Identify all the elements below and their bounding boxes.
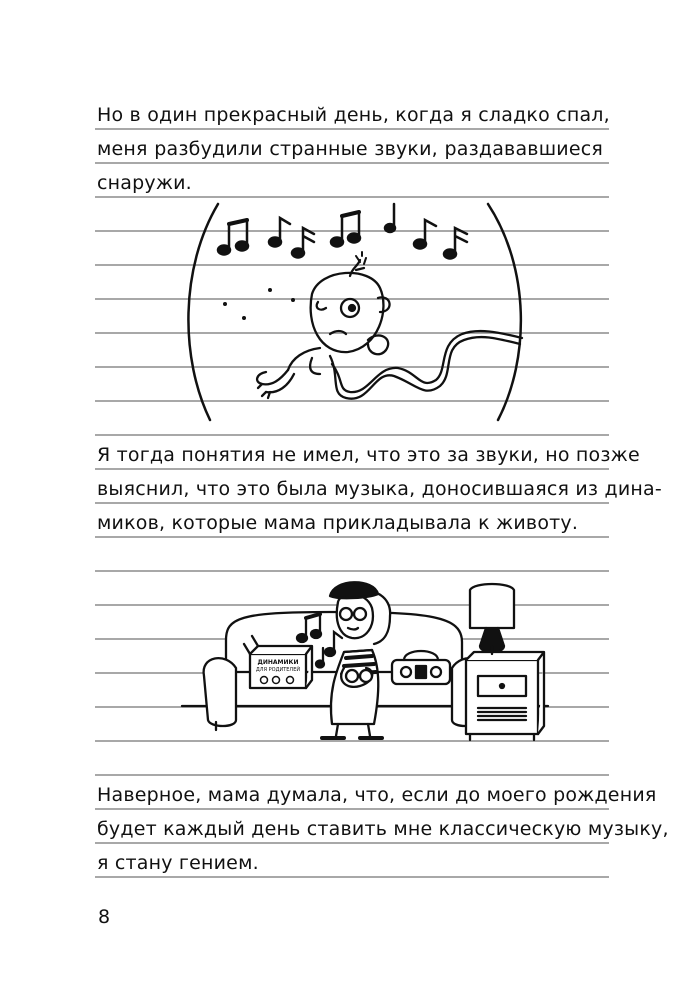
rule-line [95, 808, 609, 810]
speaker-box-label-line-2: ДЛЯ РОДИТЕЛЕЙ [255, 667, 301, 673]
rule-line [95, 434, 609, 436]
paragraph-1-line-3: снаружи. [97, 172, 192, 194]
paragraph-2-line-1: Я тогда понятия не имел, что это за звуки, но позже [97, 444, 640, 466]
baby-figure [257, 260, 522, 399]
womb-baby-illustration [180, 198, 530, 428]
rule-line [95, 162, 609, 164]
paragraph-1-line-1: Но в один прекрасный день, когда я сладко спал, [97, 104, 610, 126]
paragraph-3-line-3: я стану гением. [97, 852, 259, 874]
paragraph-3-line-2: будет каждый день ставить мне классическую музыку, [97, 818, 669, 840]
speaker-box-label-line-1: ДИНАМИКИ [257, 659, 299, 666]
rule-line [95, 502, 609, 504]
paragraph-3-line-1: Наверное, мама думала, что, если до моего рождения [97, 784, 657, 806]
rule-line [95, 468, 609, 470]
page-number: 8 [98, 906, 111, 928]
music-notes-icon [218, 204, 467, 259]
rule-line [95, 842, 609, 844]
rule-line [95, 536, 609, 538]
paragraph-1-line-2: меня разбудили странные звуки, раздававшиеся [97, 138, 603, 160]
rule-line [95, 876, 609, 878]
paragraph-2-line-2: выяснил, что это была музыка, доносившаяся из дина- [97, 478, 662, 500]
mom-on-couch-illustration [180, 572, 550, 748]
rule-line [95, 774, 609, 776]
paragraph-2-line-3: миков, которые мама прикладывала к животу. [97, 512, 579, 534]
rule-line [95, 128, 609, 130]
